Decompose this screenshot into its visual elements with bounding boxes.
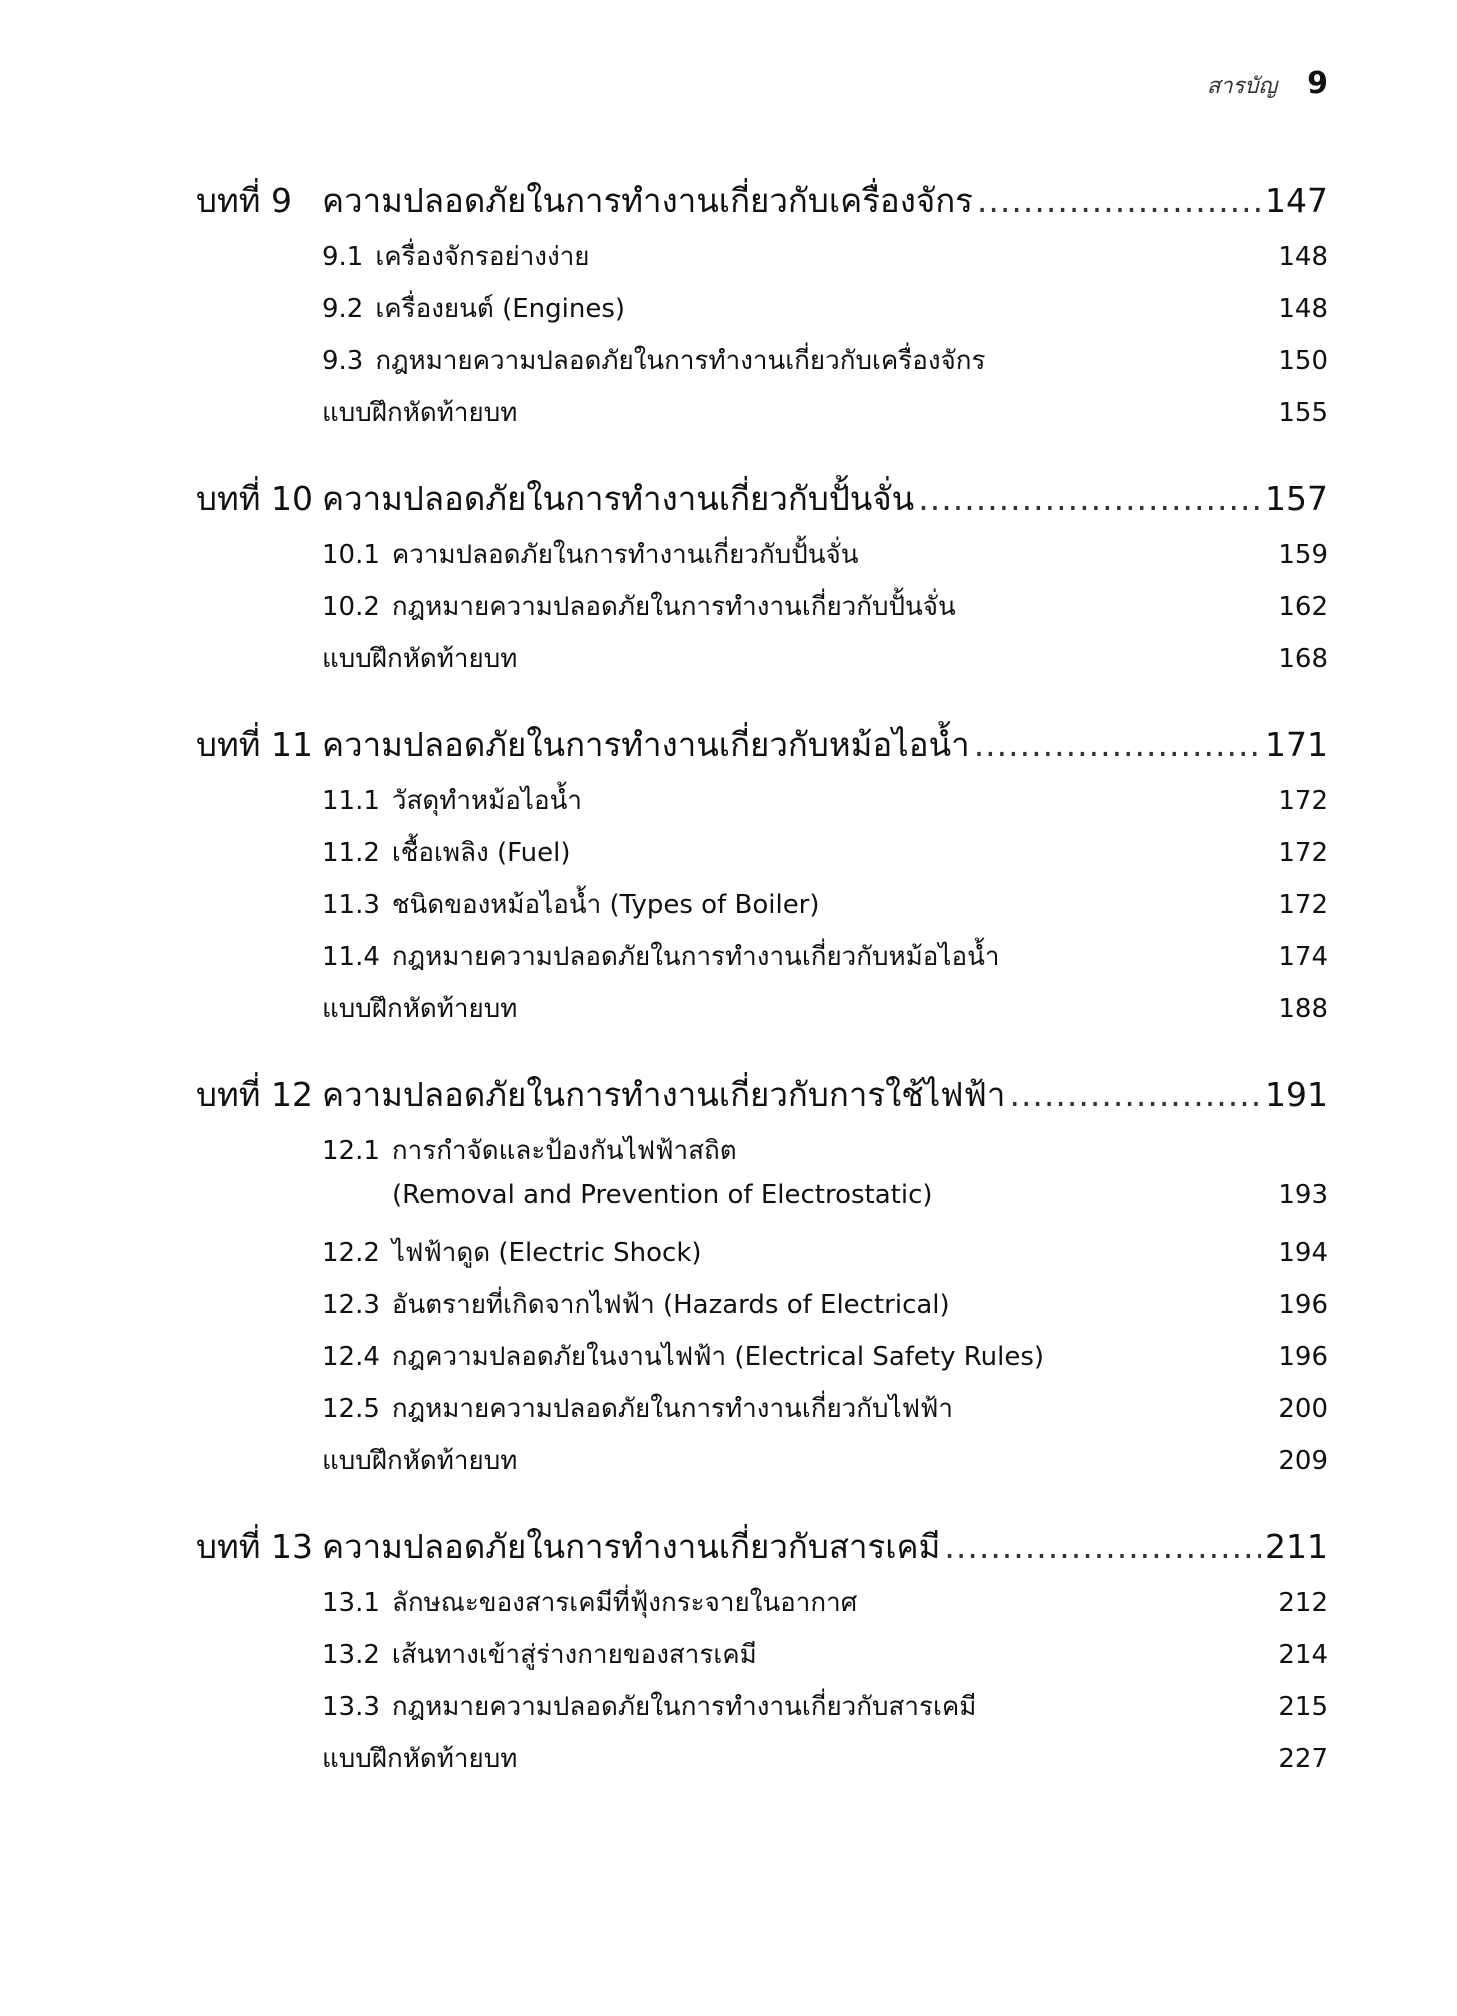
section-title: กฎหมายความปลอดภัยในการทำงานเกี่ยวกับสารเคมี [391, 1692, 977, 1722]
section-title: เครื่องยนต์ (Engines) [375, 294, 626, 324]
chapter-title: ความปลอดภัยในการทำงานเกี่ยวกับการใช้ไฟฟ้า [322, 1075, 1006, 1114]
chapter-label: บทที่ 9 [196, 181, 292, 220]
section-number: 12.1 [322, 1136, 380, 1166]
section-page: 212 [1278, 1588, 1328, 1618]
chapter-heading[interactable] [196, 1068, 1328, 1130]
section-entry[interactable] [196, 884, 1328, 936]
section-page: 174 [1278, 942, 1328, 972]
section-entry[interactable] [196, 832, 1328, 884]
section-number: 13.3 [322, 1692, 380, 1722]
section-page: 159 [1278, 540, 1328, 570]
section-entry[interactable] [196, 936, 1328, 988]
section-number: 12.3 [322, 1290, 380, 1320]
table-of-contents [196, 174, 1328, 1818]
section-entry[interactable] [196, 1232, 1328, 1284]
dot-leader [977, 181, 1261, 220]
chapter-label: บทที่ 11 [196, 725, 313, 764]
section-number: 11.4 [322, 942, 380, 972]
section-entry[interactable] [196, 638, 1328, 690]
section-page: 214 [1278, 1640, 1328, 1670]
section-title: กฎหมายความปลอดภัยในการทำงานเกี่ยวกับไฟฟ้า [391, 1394, 954, 1424]
chapter-block [196, 174, 1328, 444]
section-number: 11.2 [322, 838, 380, 868]
section-entry[interactable] [196, 1582, 1328, 1634]
section-page: 194 [1278, 1238, 1328, 1268]
section-entry[interactable] [196, 1336, 1328, 1388]
running-title: สารบัญ [1206, 74, 1278, 99]
section-title: เส้นทางเข้าสู่ร่างกายของสารเคมี [391, 1640, 757, 1670]
section-entry[interactable] [196, 586, 1328, 638]
section-title: ไฟฟ้าดูด (Electric Shock) [391, 1238, 702, 1268]
section-page: 155 [1278, 398, 1328, 428]
section-page: 227 [1278, 1744, 1328, 1774]
chapter-block [196, 718, 1328, 1040]
section-number: 13.2 [322, 1640, 380, 1670]
chapter-page: 171 [1265, 725, 1328, 764]
section-title: แบบฝึกหัดท้ายบท [322, 994, 518, 1024]
chapter-block [196, 1068, 1328, 1492]
section-title: (Removal and Prevention of Electrostatic) [392, 1180, 933, 1210]
section-page: 200 [1278, 1394, 1328, 1424]
section-entry[interactable] [196, 534, 1328, 586]
chapter-label: บทที่ 12 [196, 1075, 313, 1114]
section-page: 193 [1278, 1180, 1328, 1210]
section-page: 168 [1278, 644, 1328, 674]
section-title: แบบฝึกหัดท้ายบท [322, 644, 518, 674]
section-title: แบบฝึกหัดท้ายบท [322, 398, 518, 428]
section-entry[interactable] [196, 340, 1328, 392]
section-number: 10.1 [322, 540, 380, 570]
chapter-page: 211 [1265, 1527, 1328, 1566]
section-entry[interactable] [196, 1686, 1328, 1738]
page-header [1207, 66, 1328, 103]
section-number: 11.3 [322, 890, 380, 920]
section-title: เชื้อเพลิง (Fuel) [391, 838, 571, 868]
chapter-block [196, 472, 1328, 690]
section-title: กฎหมายความปลอดภัยในการทำงานเกี่ยวกับปั้นจั่น [391, 592, 956, 622]
section-number: 9.2 [322, 294, 364, 324]
chapter-block [196, 1520, 1328, 1790]
section-entry[interactable] [196, 1634, 1328, 1686]
section-title: ลักษณะของสารเคมีที่ฟุ้งกระจายในอากาศ [391, 1588, 858, 1618]
dot-leader [974, 725, 1261, 764]
section-page: 172 [1278, 786, 1328, 816]
chapter-page: 191 [1265, 1075, 1328, 1114]
section-page: 188 [1278, 994, 1328, 1024]
section-number: 12.5 [322, 1394, 380, 1424]
section-title: แบบฝึกหัดท้ายบท [322, 1744, 518, 1774]
chapter-heading[interactable] [196, 472, 1328, 534]
section-entry[interactable] [196, 1284, 1328, 1336]
section-entry[interactable] [196, 288, 1328, 340]
section-number: 10.2 [322, 592, 380, 622]
section-title: กฎหมายความปลอดภัยในการทำงานเกี่ยวกับเครื่องจักร [375, 346, 986, 376]
section-page: 148 [1278, 242, 1328, 272]
chapter-label: บทที่ 13 [196, 1527, 313, 1566]
section-page: 172 [1278, 890, 1328, 920]
section-title: อันตรายที่เกิดจากไฟฟ้า (Hazards of Electrical) [391, 1290, 950, 1320]
section-number: 9.3 [322, 346, 364, 376]
dot-leader [918, 479, 1261, 518]
chapter-title: ความปลอดภัยในการทำงานเกี่ยวกับเครื่องจักร [322, 181, 973, 220]
section-entry[interactable] [196, 236, 1328, 288]
section-entry[interactable] [196, 1738, 1328, 1790]
chapter-title: ความปลอดภัยในการทำงานเกี่ยวกับปั้นจั่น [322, 479, 915, 518]
section-title: แบบฝึกหัดท้ายบท [322, 1446, 518, 1476]
dot-leader [1009, 1075, 1261, 1114]
section-title: ความปลอดภัยในการทำงานเกี่ยวกับปั้นจั่น [391, 540, 859, 570]
section-page: 150 [1278, 346, 1328, 376]
section-page: 196 [1278, 1342, 1328, 1372]
chapter-title: ความปลอดภัยในการทำงานเกี่ยวกับหม้อไอน้ำ [322, 725, 970, 764]
section-entry[interactable] [196, 1388, 1328, 1440]
section-entry[interactable] [196, 1440, 1328, 1492]
section-entry[interactable] [196, 780, 1328, 832]
section-title: ชนิดของหม้อไอน้ำ (Types of Boiler) [391, 890, 820, 920]
section-title: การกำจัดและป้องกันไฟฟ้าสถิต [391, 1136, 737, 1166]
section-number: 11.1 [322, 786, 380, 816]
section-entry[interactable] [196, 392, 1328, 444]
section-page: 209 [1278, 1446, 1328, 1476]
section-entry[interactable] [196, 1130, 1328, 1180]
section-entry[interactable] [196, 988, 1328, 1040]
page-number: 9 [1307, 66, 1328, 101]
section-title: เครื่องจักรอย่างง่าย [375, 242, 590, 272]
section-title: กฎความปลอดภัยในงานไฟฟ้า (Electrical Safety Rules) [391, 1342, 1045, 1372]
section-number: 12.2 [322, 1238, 380, 1268]
section-page: 172 [1278, 838, 1328, 868]
section-page: 162 [1278, 592, 1328, 622]
chapter-heading[interactable] [196, 1520, 1328, 1582]
section-number: 12.4 [322, 1342, 380, 1372]
section-number: 13.1 [322, 1588, 380, 1618]
section-page: 148 [1278, 294, 1328, 324]
section-entry[interactable] [196, 1180, 1328, 1232]
section-page: 196 [1278, 1290, 1328, 1320]
chapter-page: 147 [1265, 181, 1328, 220]
section-number: 9.1 [322, 242, 364, 272]
chapter-title: ความปลอดภัยในการทำงานเกี่ยวกับสารเคมี [322, 1527, 941, 1566]
chapter-label: บทที่ 10 [196, 479, 313, 518]
chapter-heading[interactable] [196, 718, 1328, 780]
section-title: วัสดุทำหม้อไอน้ำ [391, 786, 582, 816]
section-page: 215 [1278, 1692, 1328, 1722]
dot-leader [944, 1527, 1261, 1566]
section-title: กฎหมายความปลอดภัยในการทำงานเกี่ยวกับหม้อไอน้ำ [391, 942, 1000, 972]
chapter-heading[interactable] [196, 174, 1328, 236]
chapter-page: 157 [1265, 479, 1328, 518]
